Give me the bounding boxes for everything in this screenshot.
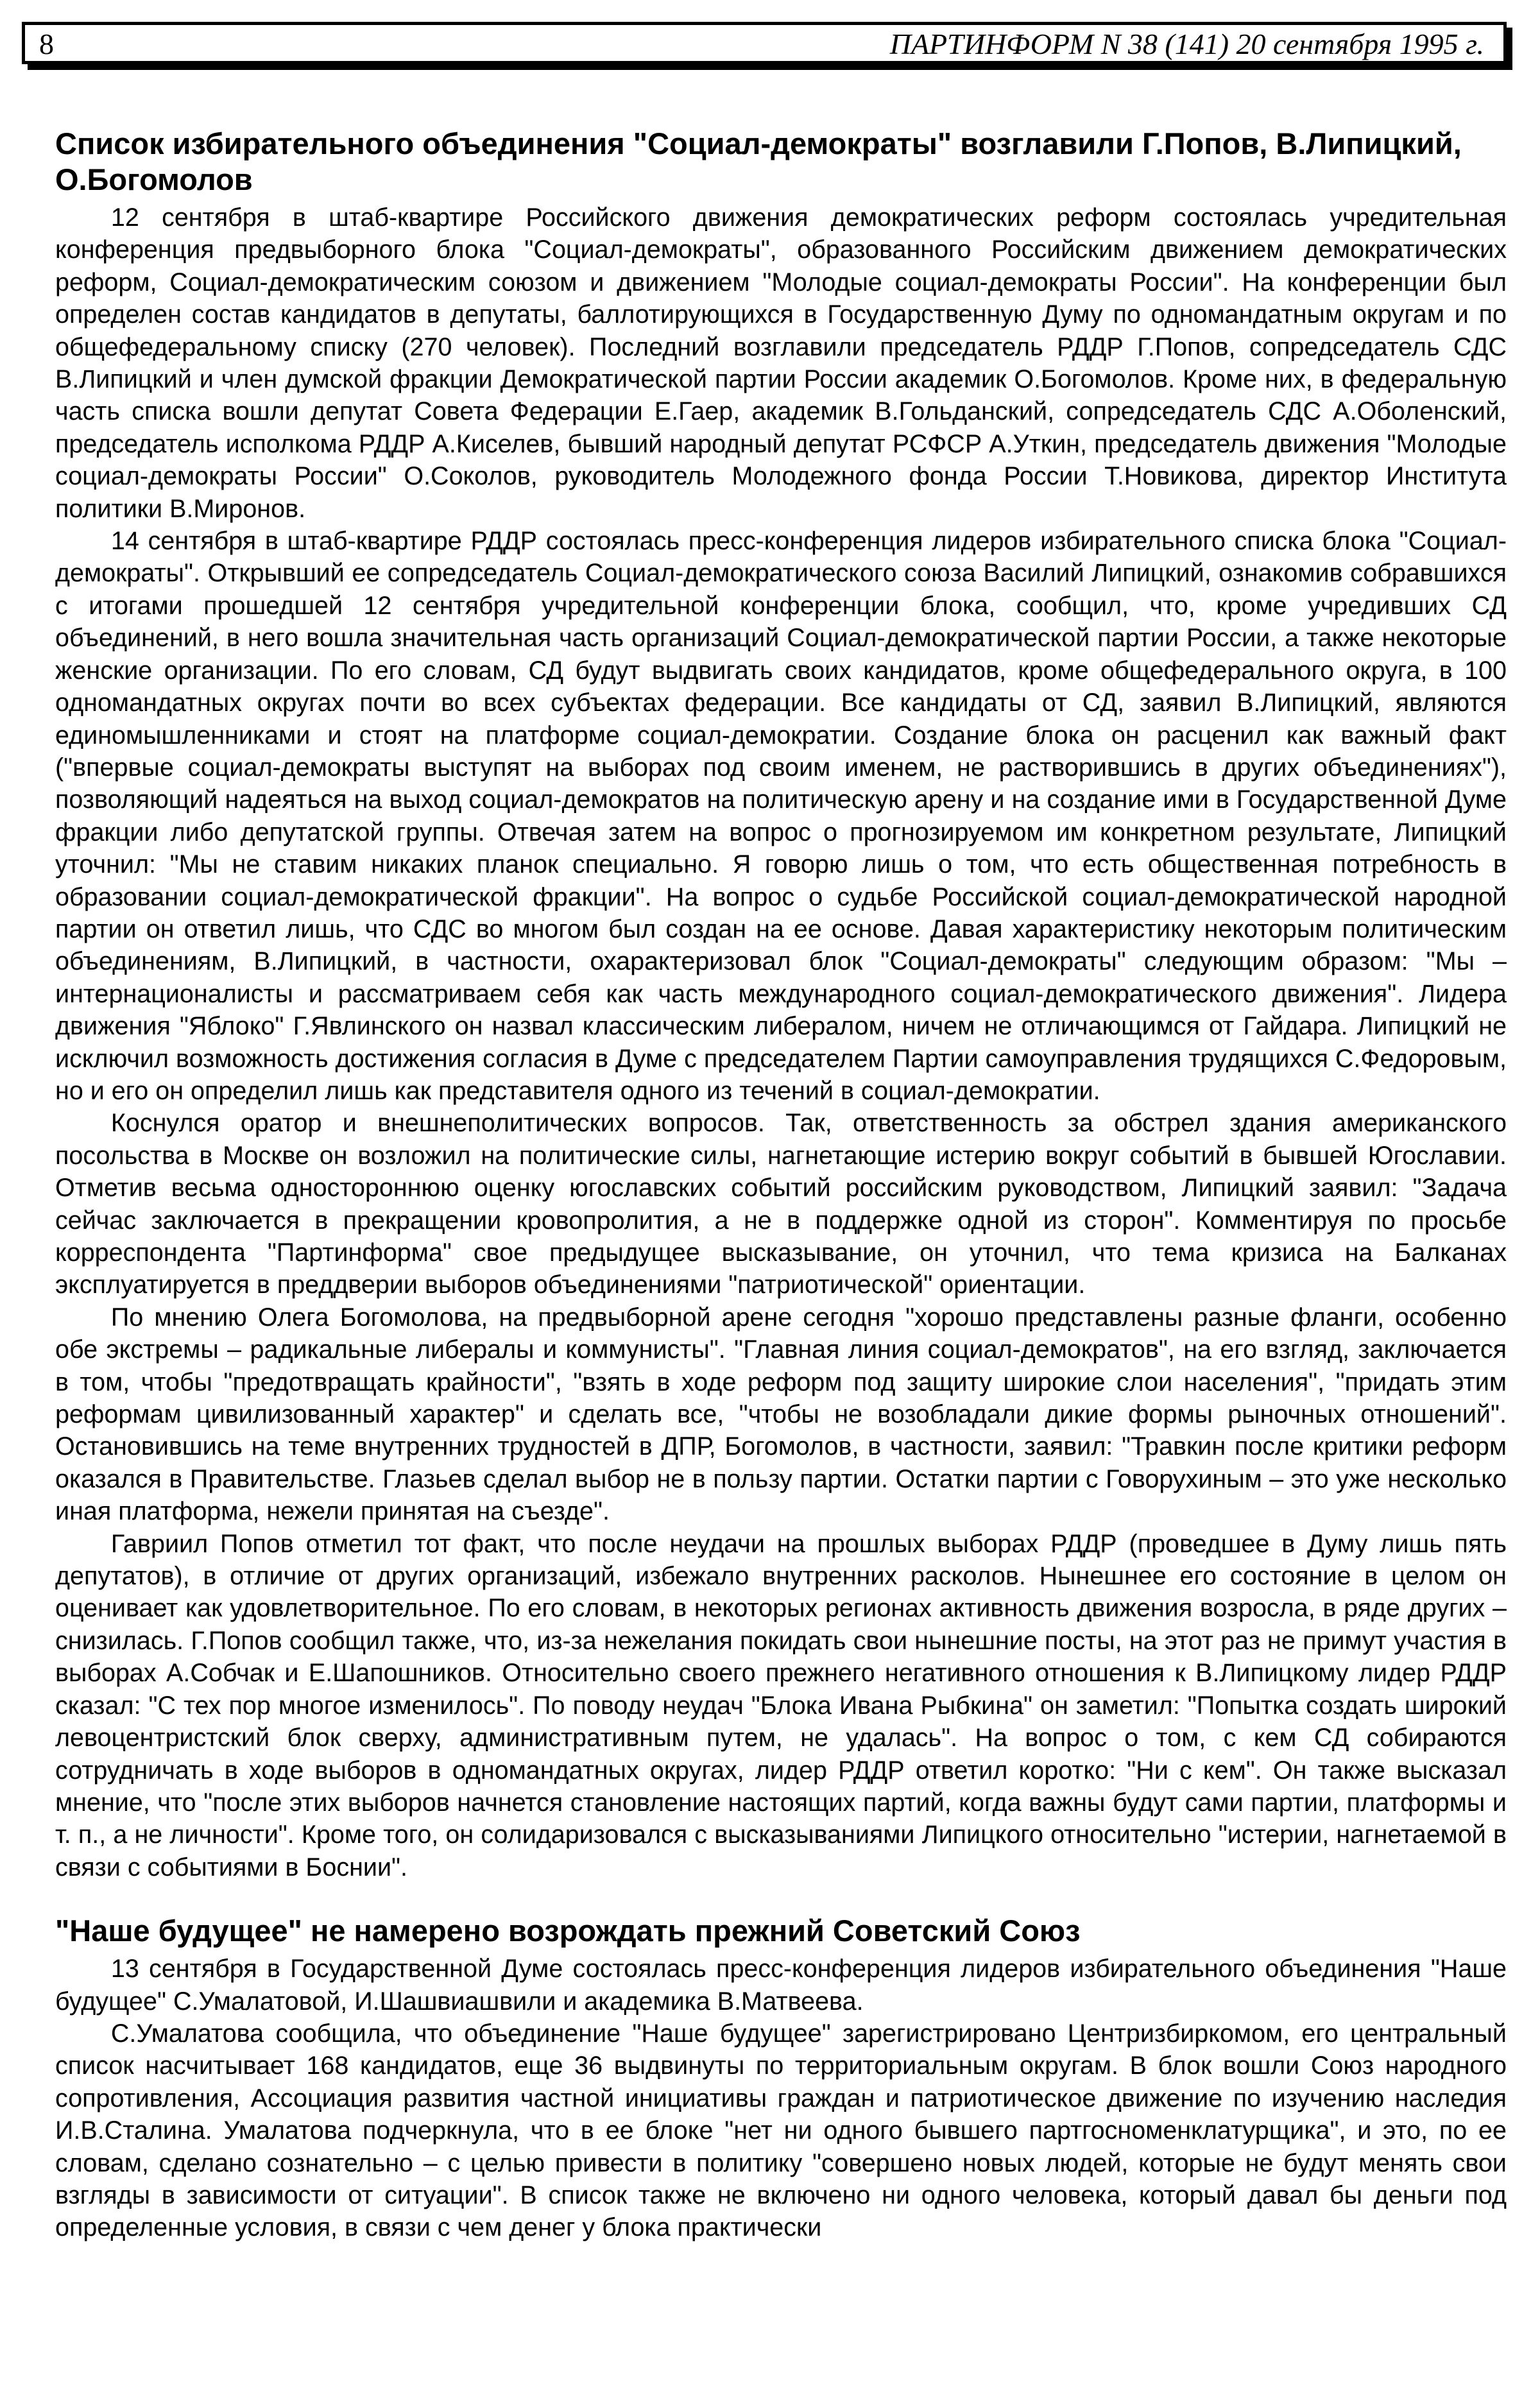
- page-header: [22, 22, 1507, 64]
- paragraph: По мнению Олега Богомолова, на предвыборной арене сегодня "хорошо представлены разные фланги, особенно обе экстремы – радикальные либералы и коммунисты". "Главная линия социал-демократов", на его взгляд, заключается в том, чтобы "предотвращать крайности", "взять в ходе реформ под защиту широкие слои населения", "придать этим реформам цивилизованный характер" и сделать все, "чтобы не возобладали дикие формы рыночных отношений". Остановившись на теме внутренних трудностей в ДПР, Богомолов, в частности, заявил: "Травкин после критики реформ оказался в Правительстве. Глазьев сделал выбор не в пользу партии. Остатки партии с Говорухиным – это уже несколько иная платформа, нежели принятая на съезде".: [55, 1303, 1507, 1526]
- article-title: Список избирательного объединения "Социал-демократы" возглавили Г.Попов, В.Липицкий, О.Богомолов: [55, 126, 1462, 196]
- paragraph: 14 сентября в штаб-квартире РДДР состоялась пресс-конференция лидеров избирательного списка блока "Социал- демократы". Открывший ее сопредседатель Социал-демократического союза Василий Липицкий, ознакомив собравшихся с итогами прошедшей 12 сентября учредительной конференции блока, сообщил, что, кроме учредивших СД объединений, в него вошла значительная часть организаций Социал-демократической партии России, а также некоторые женские организации. По его словам, СД будут выдвигать своих кандидатов, кроме общефедерального округа, в 100 одномандатных округах почти во всех субъектах федерации. Все кандидаты от СД, заявил В.Липицкий, являются единомышленниками и стоят на платформе социал-демократии. Создание блока он расценил как важный факт ("впервые социал-демократы выступят на выборах под своим именем, не растворившись в других объединениях"), позволяющий надеяться на выход социал-демократов на политическую арену и на создание ими в Государственной Думе фракции либо депутатской группы. Отвечая затем на вопрос о прогнозируемом им конкретном результате, Липицкий уточнил: "Мы не ставим никаких планок специально. Я говорю лишь о том, что есть общественная потребность в образовании социал-демократической фракции". На вопрос о судьбе Российской социал-демократической народной партии он ответил лишь, что СДС во многом был создан на ее основе. Давая характеристику некоторым политическим объединениям, В.Липицкий, в частности, охарактеризовал блок "Социал-демократы" следующим образом: "Мы – интернационалисты и рассматриваем себя как часть международного социал-демократического движения". Лидера движения "Яблоко" Г.Явлинского он назвал классическим либералом, ничем не отличающимся от Гайдара. Липицкий не исключил возможность достижения согласия в Думе с председателем Партии самоуправления трудящихся С.Федоровым, но и его он определил лишь как представителя одного из течений в социал-демократии.: [55, 527, 1507, 1105]
- article-title: "Наше будущее" не намерено возрождать прежний Советский Союз: [55, 1914, 1081, 1948]
- article-social-democrats: [55, 126, 1507, 1883]
- paragraph: 12 сентября в штаб-квартире Российского движения демократических реформ состоялась учредительная конференция предвыборного блока "Социал-демократы", образованного Российским движением демократических реформ, Социал-демократическим союзом и движением "Молодые социал-демократы России". На конференции был определен состав кандидатов в депутаты, баллотирующихся в Государственную Думу по одномандатным округам и по общефедеральному списку (270 человек). Последний возглавили председатель РДДР Г.Попов, сопредседатель СДС В.Липицкий и член думской фракции Демократической партии России академик О.Богомолов. Кроме них, в федеральную часть списка вошли депутат Совета Федерации Е.Гаер, академик В.Гольданский, сопредседатель СДС А.Оболенский, председатель исполкома РДДР А.Киселев, бывший народный депутат РСФСР А.Уткин, председатель движения "Молодые социал-демократы России" О.Соколов, руководитель Молодежного фонда России Т.Новикова, директор Института политики В.Миронов.: [55, 203, 1507, 523]
- paragraph: С.Умалатова сообщила, что объединение "Наше будущее" зарегистрировано Центризбиркомом, его центральный список насчитывает 168 кандидатов, еще 36 выдвинуты по территориальным округам. В блок вошли Союз народного сопротивления, Ассоциация развития частной инициативы граждан и патриотическое движение по изучению наследия И.В.Сталина. Умалатова подчеркнула, что в ее блоке "нет ни одного бывшего партгосноменклатурщика", и это, по ее словам, сделано сознательно – с целью привести в политику "совершено новых людей, которые не будут менять свои взгляды в зависимости от ситуации". В список также не включено ни одного человека, который давал бы деньги под определенные условия, в связи с чем денег у блока практически: [55, 2019, 1507, 2242]
- paragraph: Коснулся оратор и внешнеполитических вопросов. Так, ответственность за обстрел здания американского посольства в Москве он возложил на политические силы, нагнетающие истерию вокруг событий в бывшей Югославии. Отметив весьма одностороннюю оценку югославских событий российским руководством, Липицкий заявил: "Задача сейчас заключается в прекращении кровопролития, а не в поддержке одной из сторон". Комментируя по просьбе корреспондента "Партинформа" свое предыдущее высказывание, он уточнил, что тема кризиса на Балканах эксплуатируется в преддверии выборов объединениями "патриотической" ориентации.: [55, 1109, 1507, 1299]
- paragraph: Гавриил Попов отметил тот факт, что после неудачи на прошлых выборах РДДР (проведшее в Думу лишь пять депутатов), в отличие от других организаций, избежало внутренних расколов. Нынешнее его состояние в целом он оценивает как удовлетворительное. По его словам, в некоторых регионах активность движения возросла, в ряде других – снизилась. Г.Попов сообщил также, что, из-за нежелания покидать свои нынешние посты, на этот раз не примут участия в выборах А.Собчак и Е.Шапошников. Относительно своего прежнего негативного отношения к В.Липицкому лидер РДДР сказал: "С тех пор многое изменилось". По поводу неудач "Блока Ивана Рыбкина" он заметил: "Попытка создать широкий левоцентристский блок сверху, административным путем, не удалась". На вопрос о том, с кем СД собираются сотрудничать в ходе выборов в одномандатных округах, лидер РДДР ответил коротко: "Ни с кем". Он также высказал мнение, что "после этих выборов начнется становление настоящих партий, когда важны будут сами партии, платформы и т. п., а не личности". Кроме того, он солидаризовался с высказываниями Липицкого относительно "истерии, нагнетаемой в связи с событиями в Боснии".: [55, 1529, 1507, 1881]
- issue-info: ПАРТИНФОРМ N 38 (141) 20 сентября 1995 г.: [889, 28, 1484, 60]
- article-our-future: [55, 1913, 1507, 2244]
- page-content: [55, 126, 1507, 2244]
- paragraph: 13 сентября в Государственной Думе состоялась пресс-конференция лидеров избирательного объединения "Наше будущее" С.Умалатовой, И.Шашвиашвили и академика В.Матвеева.: [55, 1955, 1507, 2016]
- page-number: 8: [39, 28, 54, 60]
